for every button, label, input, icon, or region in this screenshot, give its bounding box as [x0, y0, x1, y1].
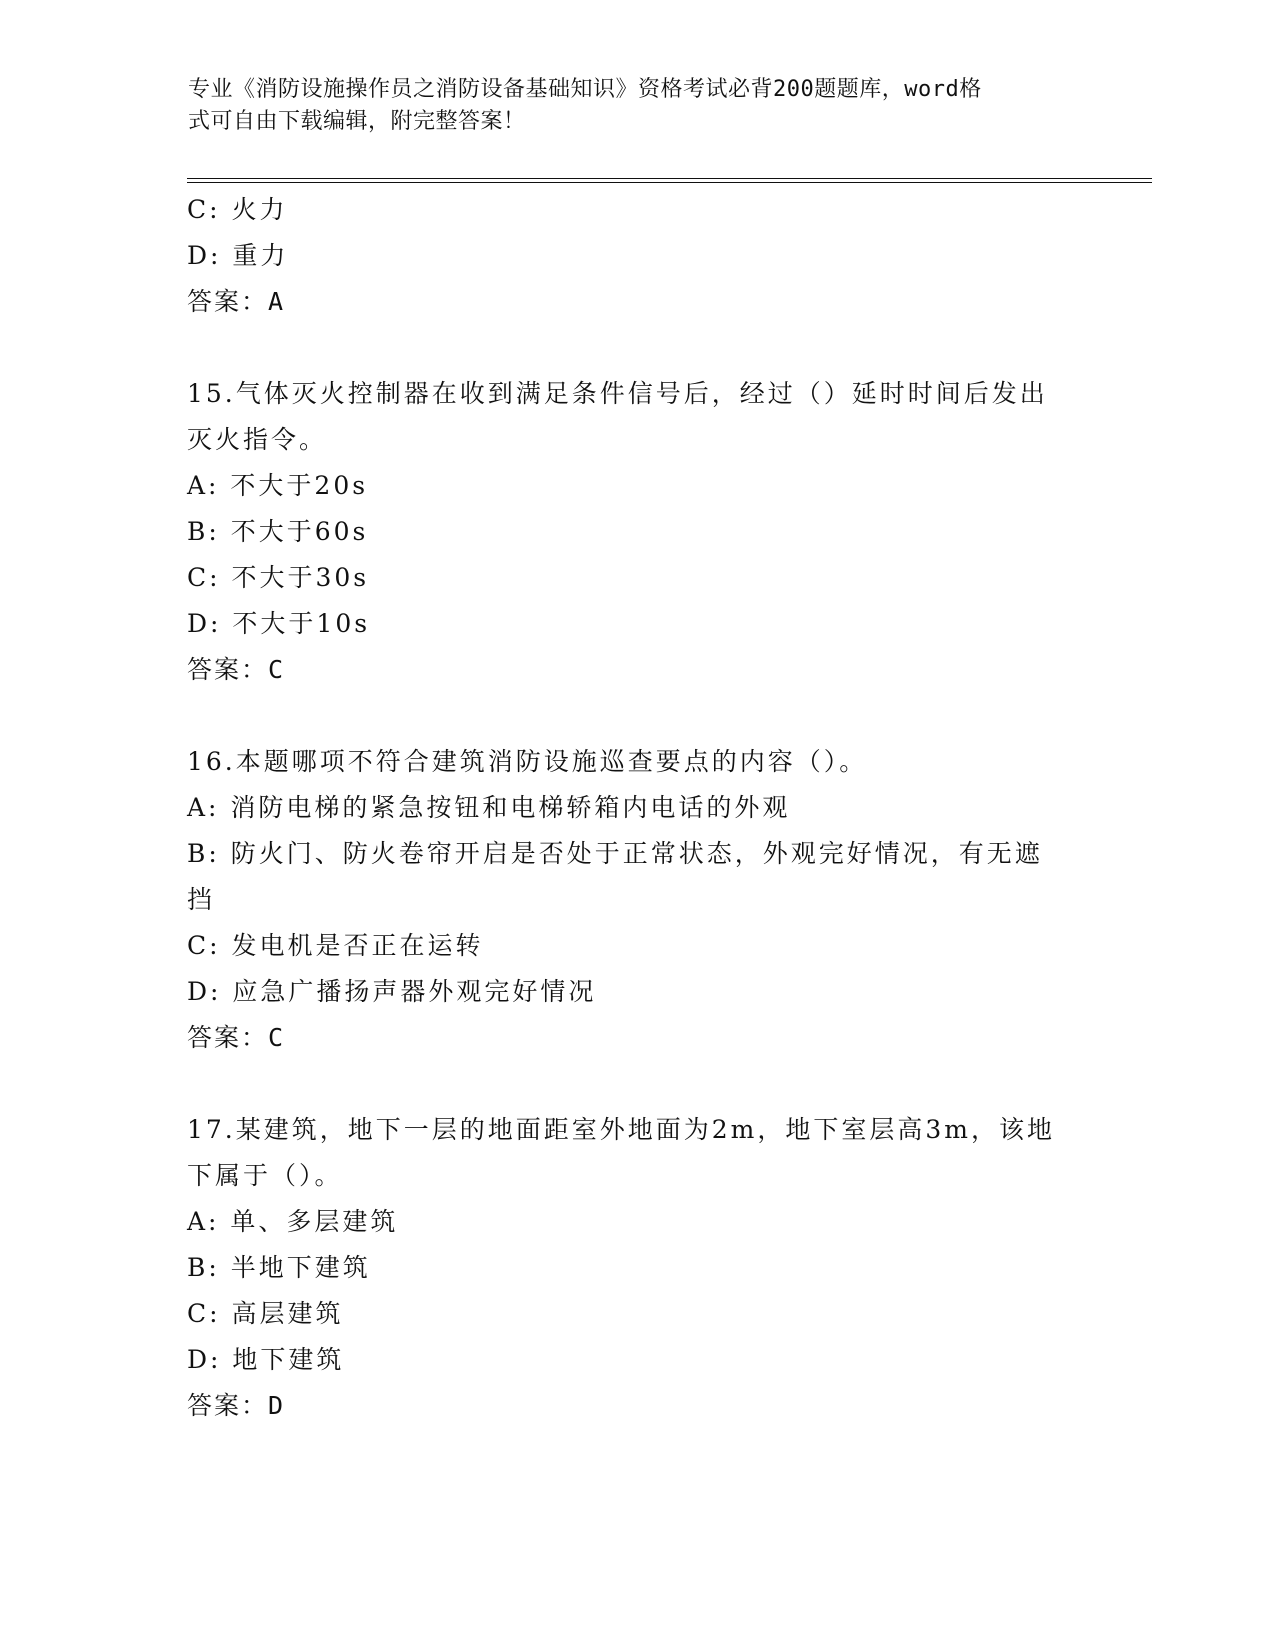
option-b-continuation: 挡: [187, 885, 216, 914]
header-rule-bottom: [187, 182, 1152, 183]
question-stem-line: 灭火指令。: [187, 425, 328, 454]
header-line-2: 式可自由下载编辑，附完整答案！: [188, 109, 526, 134]
option-a: A: 不大于20s: [187, 471, 369, 500]
answer-text: 答案：C: [187, 1023, 286, 1052]
question-17: [187, 1107, 1087, 1429]
option-d: D: 应急广播扬声器外观完好情况: [187, 977, 597, 1006]
answer-text: 答案：C: [187, 655, 286, 684]
option-c: C: 不大于30s: [187, 563, 370, 592]
option-c: C: 发电机是否正在运转: [187, 931, 484, 960]
question-fragment: [187, 187, 1087, 325]
question-stem-line: 17.某建筑，地下一层的地面距室外地面为2m，地下室层高3m，该地: [187, 1115, 1055, 1144]
header-line-1: 专业《消防设施操作员之消防设备基础知识》资格考试必背200题题库，word格: [188, 77, 982, 102]
option-b: B: 防火门、防火卷帘开启是否处于正常状态，外观完好情况，有无遮: [187, 839, 1043, 868]
spacer: [187, 1061, 1087, 1107]
question-content: [187, 187, 1087, 1429]
document-header: [188, 74, 1068, 138]
option-a: A: 单、多层建筑: [187, 1207, 399, 1236]
option-d: D: 地下建筑: [187, 1345, 345, 1374]
spacer: [187, 693, 1087, 739]
question-stem-line: 下属于（）。: [187, 1161, 343, 1190]
question-stem-line: 16.本题哪项不符合建筑消防设施巡查要点的内容（）。: [187, 747, 868, 776]
option-b: B: 不大于60s: [187, 517, 369, 546]
option-d: D: 重力: [187, 241, 289, 270]
question-16: [187, 739, 1087, 1061]
header-rule-top: [187, 178, 1152, 179]
option-c: C: 高层建筑: [187, 1299, 344, 1328]
answer-text: 答案：D: [187, 1391, 286, 1420]
option-a: A: 消防电梯的紧急按钮和电梯轿箱内电话的外观: [187, 793, 791, 822]
answer-text: 答案：A: [187, 287, 286, 316]
question-stem-line: 15.气体灭火控制器在收到满足条件信号后，经过（）延时时间后发出: [187, 379, 1048, 408]
spacer: [187, 325, 1087, 371]
option-c: C: 火力: [187, 195, 288, 224]
question-15: [187, 371, 1087, 693]
option-d: D: 不大于10s: [187, 609, 371, 638]
option-b: B: 半地下建筑: [187, 1253, 371, 1282]
